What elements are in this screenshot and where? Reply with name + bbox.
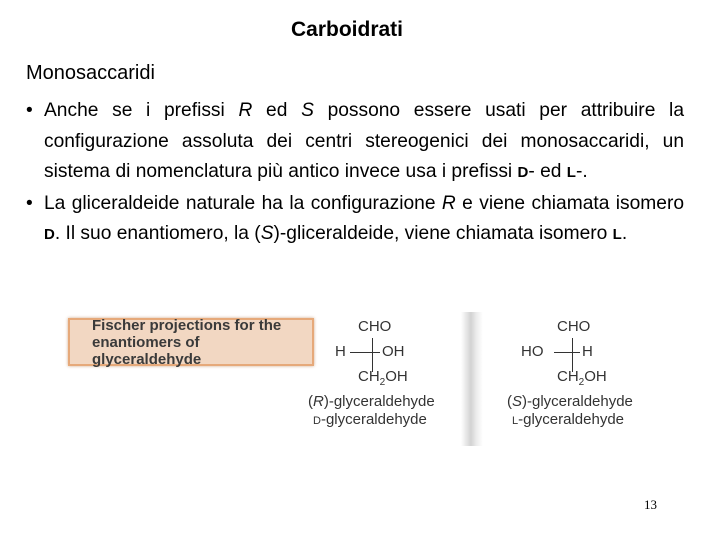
bullet-text: e viene chiamata isomero	[455, 192, 685, 214]
bullet-item	[26, 96, 684, 189]
bullet-text: - ed	[528, 161, 567, 182]
bullet-item	[26, 189, 684, 251]
compound-name-rs: (S)-glyceraldehyde	[507, 393, 633, 410]
slide-title: Carboidrati	[290, 18, 403, 41]
right-substituent: OH	[382, 343, 405, 360]
hydroxymethyl-group: $CH_2OH$	[358, 368, 408, 388]
prefix-d: D	[517, 164, 529, 181]
figure-caption-box	[68, 318, 314, 366]
substituent-bond-line	[350, 352, 380, 353]
hydroxymethyl-group: $CH_2OH$	[557, 368, 607, 388]
page-number: 13	[644, 497, 657, 512]
bullet-text: .	[621, 223, 628, 244]
left-substituent: H	[335, 343, 346, 360]
bullet-text: . Il suo enantiomero, la (	[54, 223, 261, 244]
carbon-backbone-line	[572, 338, 573, 372]
bullet-marker: •	[26, 192, 33, 214]
substituent-bond-line	[554, 352, 580, 353]
config-r: R	[238, 100, 253, 121]
config-r: R	[441, 192, 456, 214]
bullet-text: La gliceraldeide naturale ha la configurazione	[44, 192, 442, 214]
right-substituent: H	[582, 343, 593, 360]
bullet-marker: •	[26, 100, 33, 121]
prefix-d: D	[44, 226, 55, 243]
bullet-text: Anche se i prefissi	[44, 100, 239, 121]
bullet-text: -.	[575, 161, 588, 182]
figure-caption-line: enantiomers of glyceraldehyde	[92, 333, 202, 368]
carbon-backbone-line	[372, 338, 373, 372]
left-substituent: HO	[521, 343, 544, 360]
bullet-text: possono essere usati per attribuire la configurazione assoluta dei centri stereogenici dei monosaccaridi, un sistema di nomenclatura più antico invece usa i prefissi	[44, 100, 684, 182]
prefix-l: L	[612, 226, 622, 243]
prefix-l: L	[566, 164, 576, 181]
aldehyde-group: CHO	[358, 318, 392, 335]
slide-subtitle: Monosaccaridi	[26, 62, 155, 84]
figure-divider	[461, 312, 483, 446]
bullet-list	[26, 96, 684, 251]
compound-name-dl: D-glyceraldehyde	[313, 411, 427, 428]
compound-name-rs: (R)-glyceraldehyde	[308, 393, 435, 410]
figure-caption-line: Fischer projections for the	[92, 316, 282, 334]
config-s: S	[301, 100, 314, 121]
bullet-text: )-gliceraldeide, viene chiamata isomero	[273, 223, 613, 244]
bullet-text: ed	[252, 100, 302, 121]
compound-name-dl: L-glyceraldehyde	[512, 411, 625, 428]
config-s: S	[260, 223, 274, 244]
aldehyde-group: CHO	[557, 318, 591, 335]
